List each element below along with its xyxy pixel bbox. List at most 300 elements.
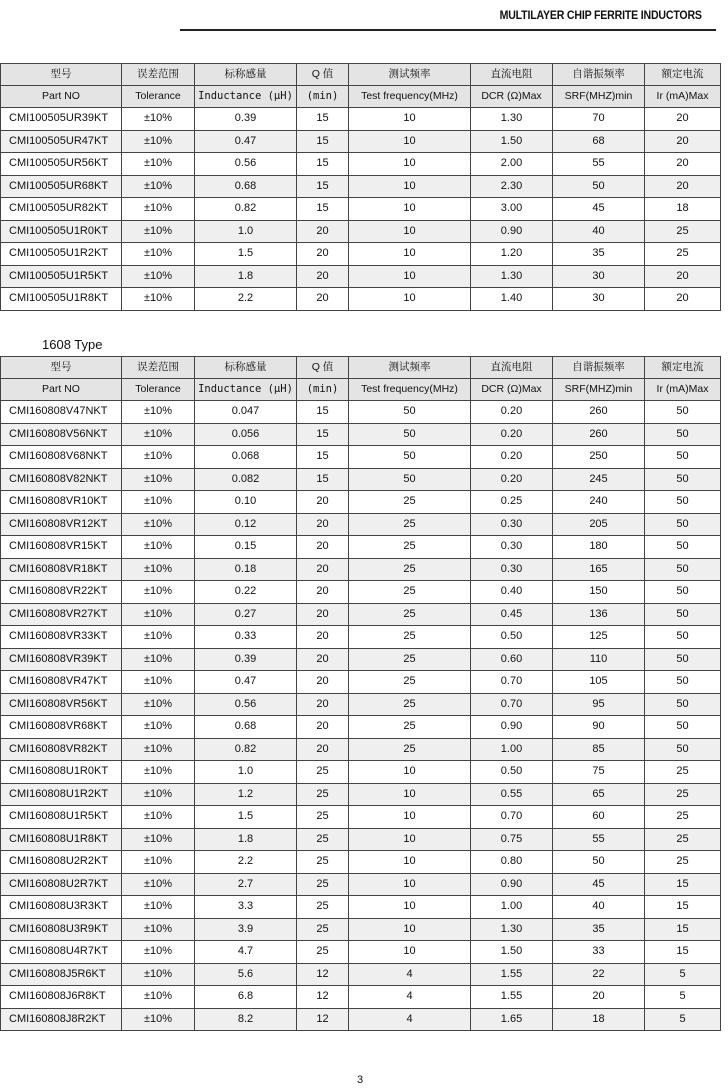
- column-header: 误差范围: [122, 357, 195, 379]
- table-cell: ±10%: [122, 603, 195, 626]
- table-cell: 0.70: [471, 806, 553, 829]
- table-cell: 0.45: [471, 603, 553, 626]
- table-cell: 20: [297, 558, 349, 581]
- table-cell: ±10%: [122, 1008, 195, 1031]
- table-row: [1, 423, 721, 446]
- table-cell: 50: [553, 175, 645, 198]
- table-cell: 18: [553, 1008, 645, 1031]
- part-number-cell: CMI160808VR39KT: [1, 648, 122, 671]
- table-cell: 25: [297, 761, 349, 784]
- table-cell: ±10%: [122, 941, 195, 964]
- table-cell: 0.68: [195, 175, 297, 198]
- table-cell: 0.22: [195, 581, 297, 604]
- table-cell: 22: [553, 963, 645, 986]
- table-cell: 20: [297, 581, 349, 604]
- table-cell: 12: [297, 963, 349, 986]
- table-cell: 0.90: [471, 716, 553, 739]
- table-cell: 1.2: [195, 783, 297, 806]
- table-cell: 15: [297, 175, 349, 198]
- part-number-cell: CMI160808VR27KT: [1, 603, 122, 626]
- table-cell: 30: [553, 265, 645, 288]
- table-cell: 50: [645, 603, 721, 626]
- table-cell: 4: [349, 1008, 471, 1031]
- part-number-cell: CMI160808VR68KT: [1, 716, 122, 739]
- table-cell: 1.40: [471, 288, 553, 311]
- table-cell: 40: [553, 220, 645, 243]
- table-cell: ±10%: [122, 626, 195, 649]
- table-cell: 250: [553, 446, 645, 469]
- table-cell: 50: [349, 401, 471, 424]
- table-row: [1, 581, 721, 604]
- table-cell: 0.12: [195, 513, 297, 536]
- table-cell: 15: [297, 153, 349, 176]
- table-row: [1, 130, 721, 153]
- table-cell: 50: [553, 851, 645, 874]
- table-cell: 0.75: [471, 828, 553, 851]
- table-row: [1, 243, 721, 266]
- table-cell: 25: [645, 851, 721, 874]
- header-row-chinese: [1, 357, 721, 379]
- table-cell: 50: [349, 423, 471, 446]
- table-cell: 10: [349, 941, 471, 964]
- table-cell: 55: [553, 153, 645, 176]
- table-cell: 25: [645, 806, 721, 829]
- table-cell: 0.33: [195, 626, 297, 649]
- table-cell: 50: [349, 446, 471, 469]
- table-cell: 0.25: [471, 491, 553, 514]
- table-cell: 2.00: [471, 153, 553, 176]
- table-cell: ±10%: [122, 986, 195, 1009]
- part-number-cell: CMI160808VR18KT: [1, 558, 122, 581]
- table-cell: ±10%: [122, 265, 195, 288]
- column-header: SRF(MHZ)min: [553, 86, 645, 108]
- table-cell: 1.00: [471, 896, 553, 919]
- table-cell: 165: [553, 558, 645, 581]
- table-row: [1, 963, 721, 986]
- table-cell: 2.7: [195, 873, 297, 896]
- section-title-1608: 1608 Type: [42, 337, 103, 352]
- part-number-cell: CMI160808VR15KT: [1, 536, 122, 559]
- table-cell: 20: [297, 603, 349, 626]
- part-number-cell: CMI160808J5R6KT: [1, 963, 122, 986]
- table-cell: 15: [645, 896, 721, 919]
- table-cell: 95: [553, 693, 645, 716]
- table-cell: 10: [349, 243, 471, 266]
- column-header: Tolerance: [122, 379, 195, 401]
- table-cell: 0.082: [195, 468, 297, 491]
- table-cell: 0.10: [195, 491, 297, 514]
- table-row: [1, 716, 721, 739]
- table-row: [1, 175, 721, 198]
- table-cell: 0.56: [195, 153, 297, 176]
- table-row: [1, 693, 721, 716]
- table-row: [1, 761, 721, 784]
- column-header: 标称感量: [195, 357, 297, 379]
- table-cell: 25: [297, 941, 349, 964]
- table-cell: 136: [553, 603, 645, 626]
- table-cell: 0.30: [471, 513, 553, 536]
- table-cell: 25: [349, 738, 471, 761]
- table-row: [1, 220, 721, 243]
- table-row: [1, 265, 721, 288]
- part-number-cell: CMI100505UR82KT: [1, 198, 122, 221]
- table-cell: 1.50: [471, 941, 553, 964]
- table-cell: 10: [349, 851, 471, 874]
- spec-table-1005: [0, 63, 721, 311]
- part-number-cell: CMI160808U2R7KT: [1, 873, 122, 896]
- table-cell: 0.39: [195, 648, 297, 671]
- table-row: [1, 941, 721, 964]
- table-row: [1, 828, 721, 851]
- table-cell: 4: [349, 986, 471, 1009]
- part-number-cell: CMI160808J8R2KT: [1, 1008, 122, 1031]
- table-cell: 0.90: [471, 220, 553, 243]
- part-number-cell: CMI100505U1R8KT: [1, 288, 122, 311]
- table-cell: 50: [645, 423, 721, 446]
- table-cell: 15: [645, 918, 721, 941]
- table-cell: ±10%: [122, 153, 195, 176]
- table-cell: 1.8: [195, 265, 297, 288]
- table-cell: 20: [297, 265, 349, 288]
- header-row-english: [1, 379, 721, 401]
- table-cell: 20: [297, 220, 349, 243]
- table-cell: 5: [645, 963, 721, 986]
- column-header: 额定电流: [645, 357, 721, 379]
- table-cell: 2.2: [195, 288, 297, 311]
- table-cell: 20: [297, 671, 349, 694]
- table-cell: 50: [645, 671, 721, 694]
- table-cell: 25: [297, 918, 349, 941]
- table-cell: 25: [349, 491, 471, 514]
- table-cell: 0.50: [471, 626, 553, 649]
- table-cell: ±10%: [122, 581, 195, 604]
- table-cell: 1.8: [195, 828, 297, 851]
- column-header: 额定电流: [645, 64, 721, 86]
- table-cell: 0.20: [471, 446, 553, 469]
- table-row: [1, 468, 721, 491]
- table-cell: 68: [553, 130, 645, 153]
- table-cell: 45: [553, 873, 645, 896]
- table-cell: 50: [645, 536, 721, 559]
- table-cell: 50: [645, 513, 721, 536]
- table-cell: 10: [349, 828, 471, 851]
- table-cell: 50: [645, 581, 721, 604]
- part-number-cell: CMI100505U1R5KT: [1, 265, 122, 288]
- table-cell: ±10%: [122, 963, 195, 986]
- table-cell: ±10%: [122, 175, 195, 198]
- column-header: 标称感量: [195, 64, 297, 86]
- column-header: Ir (mA)Max: [645, 379, 721, 401]
- table-cell: 35: [553, 243, 645, 266]
- table-cell: 10: [349, 873, 471, 896]
- table-cell: 1.0: [195, 220, 297, 243]
- table-cell: ±10%: [122, 220, 195, 243]
- part-number-cell: CMI160808VR33KT: [1, 626, 122, 649]
- table-cell: 60: [553, 806, 645, 829]
- table-row: [1, 1008, 721, 1031]
- table-cell: 4: [349, 963, 471, 986]
- table-cell: ±10%: [122, 783, 195, 806]
- table-cell: 10: [349, 896, 471, 919]
- table-cell: 10: [349, 220, 471, 243]
- table-cell: ±10%: [122, 423, 195, 446]
- column-header: SRF(MHZ)min: [553, 379, 645, 401]
- table-cell: 2.2: [195, 851, 297, 874]
- part-number-cell: CMI160808V82NKT: [1, 468, 122, 491]
- part-number-cell: CMI160808U4R7KT: [1, 941, 122, 964]
- table-cell: 0.20: [471, 401, 553, 424]
- table-cell: 0.27: [195, 603, 297, 626]
- table-cell: 25: [349, 648, 471, 671]
- table-cell: 25: [349, 603, 471, 626]
- table-cell: 4.7: [195, 941, 297, 964]
- table-cell: 1.30: [471, 108, 553, 131]
- table-cell: 50: [645, 693, 721, 716]
- table-cell: ±10%: [122, 288, 195, 311]
- table-cell: 10: [349, 783, 471, 806]
- table-cell: 15: [297, 423, 349, 446]
- part-number-cell: CMI100505U1R0KT: [1, 220, 122, 243]
- table-cell: 20: [297, 716, 349, 739]
- table-cell: 30: [553, 288, 645, 311]
- table-row: [1, 806, 721, 829]
- table-cell: 20: [645, 153, 721, 176]
- table-cell: ±10%: [122, 671, 195, 694]
- table-cell: 20: [297, 513, 349, 536]
- table-cell: ±10%: [122, 198, 195, 221]
- table-cell: 110: [553, 648, 645, 671]
- table-cell: 25: [297, 896, 349, 919]
- table-cell: 1.55: [471, 963, 553, 986]
- part-number-cell: CMI160808U1R0KT: [1, 761, 122, 784]
- table-cell: 125: [553, 626, 645, 649]
- column-header: Part NO: [1, 86, 122, 108]
- table-cell: 0.68: [195, 716, 297, 739]
- table-cell: 25: [645, 220, 721, 243]
- table-cell: 10: [349, 108, 471, 131]
- table-cell: 50: [645, 738, 721, 761]
- table-cell: 15: [645, 941, 721, 964]
- column-header: Tolerance: [122, 86, 195, 108]
- table-cell: 20: [297, 626, 349, 649]
- table-cell: ±10%: [122, 468, 195, 491]
- table-cell: 25: [349, 671, 471, 694]
- table-cell: ±10%: [122, 401, 195, 424]
- part-number-cell: CMI160808V56NKT: [1, 423, 122, 446]
- part-number-cell: CMI160808V47NKT: [1, 401, 122, 424]
- part-number-cell: CMI160808VR47KT: [1, 671, 122, 694]
- table-cell: 50: [645, 716, 721, 739]
- table-row: [1, 558, 721, 581]
- column-header: Part NO: [1, 379, 122, 401]
- table-cell: 50: [645, 401, 721, 424]
- table-cell: 10: [349, 806, 471, 829]
- document-header-title: MULTILAYER CHIP FERRITE INDUCTORS: [499, 10, 702, 22]
- column-header: 直流电阻: [471, 64, 553, 86]
- table-row: [1, 153, 721, 176]
- table-cell: 15: [297, 108, 349, 131]
- part-number-cell: CMI160808VR22KT: [1, 581, 122, 604]
- table-cell: 12: [297, 986, 349, 1009]
- table-cell: ±10%: [122, 693, 195, 716]
- column-header: Q 值: [297, 64, 349, 86]
- table-row: [1, 738, 721, 761]
- part-number-cell: CMI160808V68NKT: [1, 446, 122, 469]
- table-cell: 15: [297, 468, 349, 491]
- table-cell: 25: [645, 828, 721, 851]
- table-cell: 5: [645, 986, 721, 1009]
- table-cell: 55: [553, 828, 645, 851]
- table-row: [1, 491, 721, 514]
- table-cell: 8.2: [195, 1008, 297, 1031]
- table-row: [1, 648, 721, 671]
- table-cell: 15: [297, 198, 349, 221]
- table-cell: 20: [297, 536, 349, 559]
- table-cell: 1.30: [471, 918, 553, 941]
- table-cell: 2.30: [471, 175, 553, 198]
- table-cell: 0.82: [195, 738, 297, 761]
- table-row: [1, 896, 721, 919]
- table-cell: 0.82: [195, 198, 297, 221]
- table-cell: 3.9: [195, 918, 297, 941]
- table-cell: ±10%: [122, 918, 195, 941]
- table-cell: 20: [297, 693, 349, 716]
- table-cell: 25: [349, 626, 471, 649]
- table-cell: 20: [645, 175, 721, 198]
- table-row: [1, 288, 721, 311]
- table-cell: 3.3: [195, 896, 297, 919]
- table-cell: 6.8: [195, 986, 297, 1009]
- table-cell: 15: [645, 873, 721, 896]
- table-cell: 25: [297, 828, 349, 851]
- table-cell: 12: [297, 1008, 349, 1031]
- table-cell: 10: [349, 175, 471, 198]
- header-rule: [180, 29, 716, 31]
- table-cell: 0.39: [195, 108, 297, 131]
- column-header: 自谐振频率: [553, 64, 645, 86]
- table-cell: ±10%: [122, 716, 195, 739]
- table-cell: 25: [349, 558, 471, 581]
- table-cell: 40: [553, 896, 645, 919]
- column-header: Q 值: [297, 357, 349, 379]
- table-cell: 1.20: [471, 243, 553, 266]
- table-cell: 0.60: [471, 648, 553, 671]
- table-cell: 18: [645, 198, 721, 221]
- table-cell: 0.20: [471, 423, 553, 446]
- column-header: (min): [297, 86, 349, 108]
- column-header: 误差范围: [122, 64, 195, 86]
- table-row: [1, 918, 721, 941]
- table-cell: 0.40: [471, 581, 553, 604]
- part-number-cell: CMI160808VR82KT: [1, 738, 122, 761]
- table-cell: 20: [645, 265, 721, 288]
- table-cell: 50: [349, 468, 471, 491]
- table-cell: 20: [297, 738, 349, 761]
- table-cell: 45: [553, 198, 645, 221]
- table-cell: 5: [645, 1008, 721, 1031]
- part-number-cell: CMI160808VR12KT: [1, 513, 122, 536]
- column-header: 自谐振频率: [553, 357, 645, 379]
- table-cell: 65: [553, 783, 645, 806]
- table-cell: ±10%: [122, 648, 195, 671]
- column-header: Test frequency(MHz): [349, 86, 471, 108]
- table-cell: 25: [349, 513, 471, 536]
- table-cell: 0.15: [195, 536, 297, 559]
- table-row: [1, 513, 721, 536]
- table-cell: 1.50: [471, 130, 553, 153]
- table-cell: 25: [297, 873, 349, 896]
- table-cell: 25: [645, 761, 721, 784]
- column-header: DCR (Ω)Max: [471, 379, 553, 401]
- table-cell: 50: [645, 491, 721, 514]
- table-cell: 50: [645, 558, 721, 581]
- table-cell: 240: [553, 491, 645, 514]
- table-cell: 1.65: [471, 1008, 553, 1031]
- spec-table-1608: [0, 356, 721, 1031]
- table-cell: 25: [349, 581, 471, 604]
- table-row: [1, 626, 721, 649]
- table-cell: 5.6: [195, 963, 297, 986]
- table-row: [1, 986, 721, 1009]
- table-cell: 25: [645, 243, 721, 266]
- column-header: (min): [297, 379, 349, 401]
- table-cell: ±10%: [122, 446, 195, 469]
- table-cell: 20: [297, 288, 349, 311]
- column-header: 测试频率: [349, 357, 471, 379]
- column-header: 直流电阻: [471, 357, 553, 379]
- table-cell: 10: [349, 288, 471, 311]
- table-cell: 0.30: [471, 558, 553, 581]
- table-cell: 20: [645, 130, 721, 153]
- table-cell: 1.0: [195, 761, 297, 784]
- table-cell: 25: [297, 851, 349, 874]
- table-cell: 105: [553, 671, 645, 694]
- part-number-cell: CMI160808U3R9KT: [1, 918, 122, 941]
- table-cell: 25: [349, 693, 471, 716]
- table-cell: ±10%: [122, 513, 195, 536]
- table-cell: 0.056: [195, 423, 297, 446]
- table-cell: 20: [297, 648, 349, 671]
- table-row: [1, 198, 721, 221]
- table-cell: 0.56: [195, 693, 297, 716]
- table-cell: 0.70: [471, 693, 553, 716]
- column-header: Inductance (μH): [195, 86, 297, 108]
- table-cell: 3.00: [471, 198, 553, 221]
- table-row: [1, 108, 721, 131]
- table-cell: 0.90: [471, 873, 553, 896]
- table-row: [1, 603, 721, 626]
- part-number-cell: CMI160808VR10KT: [1, 491, 122, 514]
- table-cell: 10: [349, 198, 471, 221]
- table-cell: 70: [553, 108, 645, 131]
- table-cell: ±10%: [122, 896, 195, 919]
- column-header: Inductance (μH): [195, 379, 297, 401]
- table-cell: 50: [645, 648, 721, 671]
- table-cell: 20: [297, 243, 349, 266]
- table-cell: 15: [297, 446, 349, 469]
- table-cell: 10: [349, 761, 471, 784]
- table-cell: 50: [645, 446, 721, 469]
- table-cell: 50: [645, 468, 721, 491]
- table-cell: 10: [349, 265, 471, 288]
- table-cell: 10: [349, 153, 471, 176]
- table-cell: 33: [553, 941, 645, 964]
- table-row: [1, 536, 721, 559]
- table-cell: 0.047: [195, 401, 297, 424]
- part-number-cell: CMI100505U1R2KT: [1, 243, 122, 266]
- table-cell: 25: [349, 716, 471, 739]
- page-number: 3: [356, 1074, 364, 1086]
